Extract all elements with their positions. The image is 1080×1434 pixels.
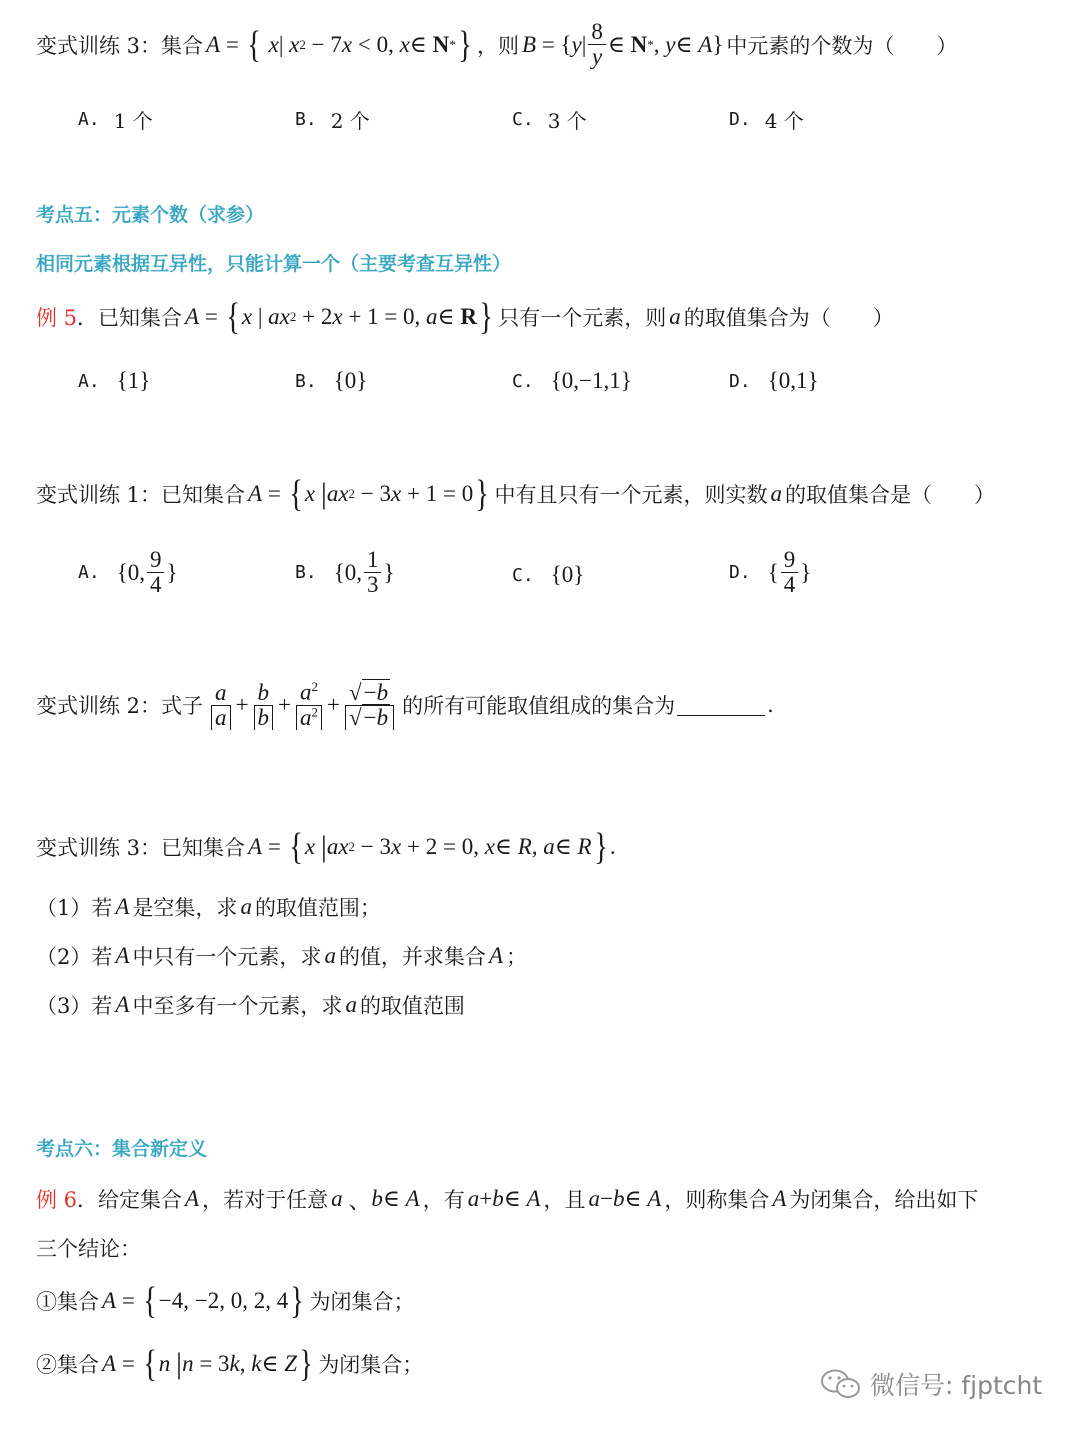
watermark <box>820 1366 1042 1402</box>
option-a[interactable]: A. {0, $\frac{9}{4}$ } <box>78 547 178 598</box>
option-d[interactable]: D. { $\frac{9}{4}$ } <box>729 547 812 598</box>
example5-question: 例 5 ．已知集合 A = { x | ax 2 + 2 x + 1 = 0, a ∈ R } 只有一个元素，则 a 的取值集合为（ ） <box>36 296 894 338</box>
exercise2-question: 变式训练 2：式子 $\frac{a}{a}$ + $\frac{b}{b}$ + $\frac{a^2}{a^2}$ + $\frac{√-b}{√-b}$ 的所有可能取值组成的集合为 . <box>36 679 774 731</box>
option-b[interactable]: B. {0, $\frac{1}{3}$ } <box>295 547 395 598</box>
option-a[interactable]: A. {1} <box>78 368 151 393</box>
option-d[interactable]: D. 4 个 <box>729 109 804 133</box>
option-c[interactable]: C. {0,−1,1} <box>512 368 632 393</box>
math-set-b: B = { y | $\frac{8}{y}$ ∈ N * , y ∈ A } <box>521 19 724 70</box>
exercise3-question: 变式训练 3：集合 A = { x | x 2 − 7 x < 0, x ∈ N * } ，则 B = { y | $\frac{8}{y}$ ∈ N * , y ∈ A } 中元素的个数为（ ） <box>36 19 958 70</box>
math-set-a: A = { x | ax 2 + 2 x + 1 = 0, a ∈ R } <box>185 296 493 338</box>
example6-question: 例 6 ．给定集合 A ，若对于任意 a 、 b ∈ A ，有 a + b ∈ A ，且 a − b ∈ A ，则称集合 A 为闭集合，给出如下 <box>36 1185 979 1213</box>
section-title-kp5: 考点五：元素个数（求参） <box>36 204 265 226</box>
subquestion-3: （3）若 A 中至多有一个元素，求 a 的取值范围 <box>36 992 465 1018</box>
example6-line2: 三个结论： <box>36 1237 141 1261</box>
answer-blank[interactable] <box>677 695 765 716</box>
math-set-a: A = { x | ax 2 − 3 x + 2 = 0, x ∈ R , a ∈ R } . <box>248 826 616 868</box>
option-b[interactable]: B. {0} <box>295 368 368 393</box>
option-b[interactable]: B. 2 个 <box>295 109 370 133</box>
conclusion-2: ②集合 A = { n | n = 3 k , k ∈ Z } 为闭集合； <box>36 1343 424 1385</box>
wechat-icon <box>820 1367 862 1401</box>
option-c[interactable]: C. {0} <box>512 562 585 587</box>
example-tag: 例 6 <box>36 1187 78 1212</box>
subquestion-2: （2）若 A 中只有一个元素，求 a 的值，并求集合 A ； <box>36 943 527 969</box>
exercise1-question: 变式训练 1：已知集合 A = { x | ax 2 − 3 x + 1 = 0 } 中有且只有一个元素，则实数 a 的取值集合是（ ） <box>36 473 995 515</box>
option-c[interactable]: C. 3 个 <box>512 109 587 133</box>
section-subtitle-kp5: 相同元素根据互异性，只能计算一个（主要考查互异性） <box>36 253 512 275</box>
math-expression: $\frac{a}{a}$ + $\frac{b}{b}$ + $\frac{a^2}{a^2}$ + $\frac{√-b}{√-b}$ <box>206 680 399 731</box>
subquestion-1: （1）若 A 是空集，求 a 的取值范围； <box>36 894 381 920</box>
section-title-kp6: 考点六：集合新定义 <box>36 1138 208 1160</box>
math-set-a: A = { x | ax 2 − 3 x + 1 = 0 } <box>248 473 490 515</box>
watermark-text: 微信号: fjptcht <box>870 1371 1043 1400</box>
conclusion-1: ①集合 A = { −4, −2, 0, 2, 4 } 为闭集合； <box>36 1280 415 1322</box>
math-set-a: A = { x | x 2 − 7 x < 0, x ∈ N * } <box>206 23 472 66</box>
exercise3b-question: 变式训练 3：已知集合 A = { x | ax 2 − 3 x + 2 = 0, x ∈ R , a ∈ R } . <box>36 826 616 868</box>
option-d[interactable]: D. {0,1} <box>729 368 819 393</box>
option-a[interactable]: A. 1 个 <box>78 109 153 133</box>
example-tag: 例 5 <box>36 306 78 330</box>
